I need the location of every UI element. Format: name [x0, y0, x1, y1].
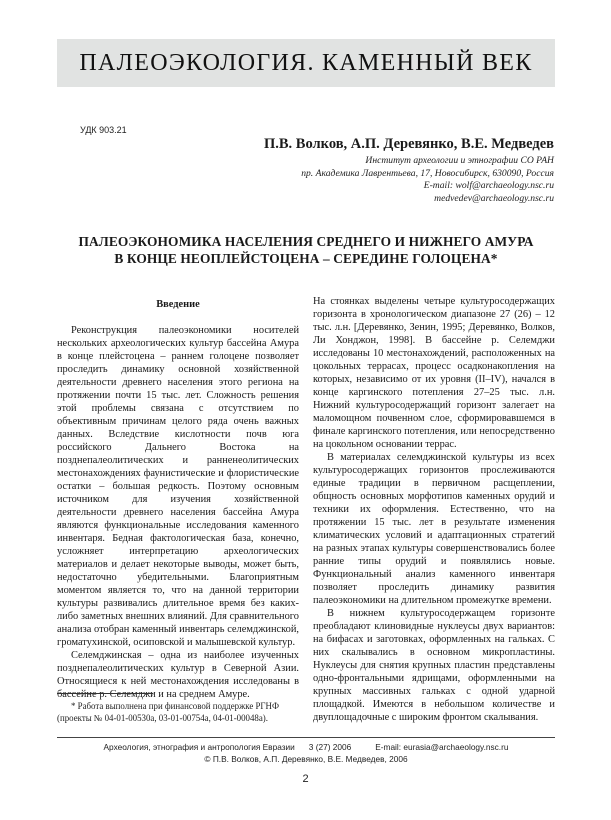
address: пр. Академика Лаврентьева, 17, Новосибирск, 630090, Россия — [301, 167, 554, 179]
udk-code: УДК 903.21 — [80, 125, 127, 135]
left-column — [57, 298, 299, 701]
journal-name: Археология, этнография и антропология Евразии — [103, 742, 295, 752]
paper-title — [57, 233, 555, 267]
footnote-line-1: * Работа выполнена при финансовой поддержке РГНФ — [71, 701, 279, 711]
authors-block — [264, 136, 554, 205]
footnote-divider — [57, 693, 153, 694]
paragraph: Реконструкция палеоэкономики носителей нескольких археологических культур бассейна Амура в конце плейстоцена – раннем голоцене позволяет проследить динамику основной хозяйственной деятельности древнего населения этого региона на протяжении почти 15 тыс. лет. Сложность решения этой проблемы связана с отсутствием по объективным причинам целого ряда очень важных данных. Вследствие кислотности почв юга российского Дальнего Востока на позднепалеолитических и ранненеолитических местонахождениях фаунистические и флористические остатки – большая редкость. Поэтому основным источником для изучения хозяйственной деятельности древнего населения бассейна Амура являются функциональные исследования каменного инвентаря. Бедная фактологическая база, конечно, усложняет интерпретацию археологических материалов и делает некоторые выводы, может быть, недостаточно убедительными. Благоприятным моментом является то, что на данной территории культуры развивались длительное время без каких-либо заметных внешних влияний. Для сравнительного анализа отобран каменный инвентарь селемджинской, громатухинской, осиповской и малышевской культур. — [57, 325, 299, 648]
section-heading-introduction: Введение — [156, 299, 200, 310]
paragraph: В нижнем культуросодержащем горизонте преобладают клиновидные нуклеусы двух вариантов: на бифасах и заготовках, оформленных на гальках. С них скалывались в основном микропластины. Нуклеусы для снятия крупных пластин представлены одно-фронтальными ядрищами, оформленными на крупных массивных гальках с одной ударной площадкой. Имеются в небольшом количестве и двуплощадочные с широким фронтом скалывания. — [313, 608, 555, 723]
footer-divider — [57, 737, 555, 738]
journal-line — [57, 741, 555, 753]
copyright: © П.В. Волков, А.П. Деревянко, В.Е. Медведев, 2006 — [204, 754, 408, 764]
page-number: 2 — [302, 773, 309, 785]
section-title: ПАЛЕОЭКОЛОГИЯ. КАМЕННЫЙ ВЕК — [79, 49, 533, 76]
journal-issue: 3 (27) 2006 — [308, 742, 352, 752]
right-column — [313, 295, 555, 724]
paper-title-line-1: ПАЛЕОЭКОНОМИКА НАСЕЛЕНИЯ СРЕДНЕГО И НИЖНЕГО АМУРА — [78, 234, 534, 249]
paragraph: В материалах селемджинской культуры из всех культуросодержащих горизонтов прослеживаются единые традиции в первичном расщеплении, общность основных морфотипов каменных орудий и техники их оформления. Естественно, что на протяжении 15 тыс. лет в результате изменения климатических условий и адаптационных стратегий на разных этапах культуры совершенствовались более ранние типы орудий и появлялись новые. Функциональный анализ каменного инвентаря позволяет проследить динамику развития палеоэкономики на длительном промежутке времени. — [313, 452, 555, 606]
journal-email[interactable]: E-mail: eurasia@archaeology.nsc.ru — [375, 742, 509, 752]
paper-title-line-2: В КОНЦЕ НЕОПЛЕЙСТОЦЕНА – СЕРЕДИНЕ ГОЛОЦЕНА* — [114, 251, 498, 266]
paragraph: Селемджинская – одна из наиболее изученных позднепалеолитических культур в Северной Азии. Относящиеся к ней местонахождения исследованы в бассейне р. Селемджи и на среднем Амуре. — [57, 650, 299, 700]
author-names: П.В. Волков, А.П. Деревянко, В.Е. Медведев — [263, 136, 554, 152]
section-banner — [57, 39, 555, 87]
email-primary[interactable]: E-mail: wolf@archaeology.nsc.ru — [423, 180, 554, 191]
affiliation: Институт археологии и этнографии СО РАН — [365, 155, 554, 166]
email-secondary[interactable]: medvedev@archaeology.nsc.ru — [434, 192, 554, 204]
footnote-line-2: (проекты № 04-01-00530а, 03-01-00754а, 04-01-00048а). — [57, 713, 268, 723]
page-footer — [57, 741, 555, 765]
footnote — [57, 700, 299, 724]
paragraph: На стоянках выделены четыре культуросодержащих горизонта в хронологическом диапазоне 27 (26) – 12 тыс. л.н. [Деревянко, Зенин, 1995; Деревянко, Волков, Ли Хонджон, 1998]. В бассейне р. Селемджи исследованы 10 местонахождений, расположенных на цокольных террасах, процесс осадконакопления на которых, независимо от их уровня (II–IV), начался в конце каргинского потепления 27–25 тыс. л.н. Нижний культуросодержащий горизонт залегает на маломощном почвенном слое, сформировавшемся в финале каргинского потепления, или непосредственно на цокольном основании террас. — [313, 296, 555, 450]
